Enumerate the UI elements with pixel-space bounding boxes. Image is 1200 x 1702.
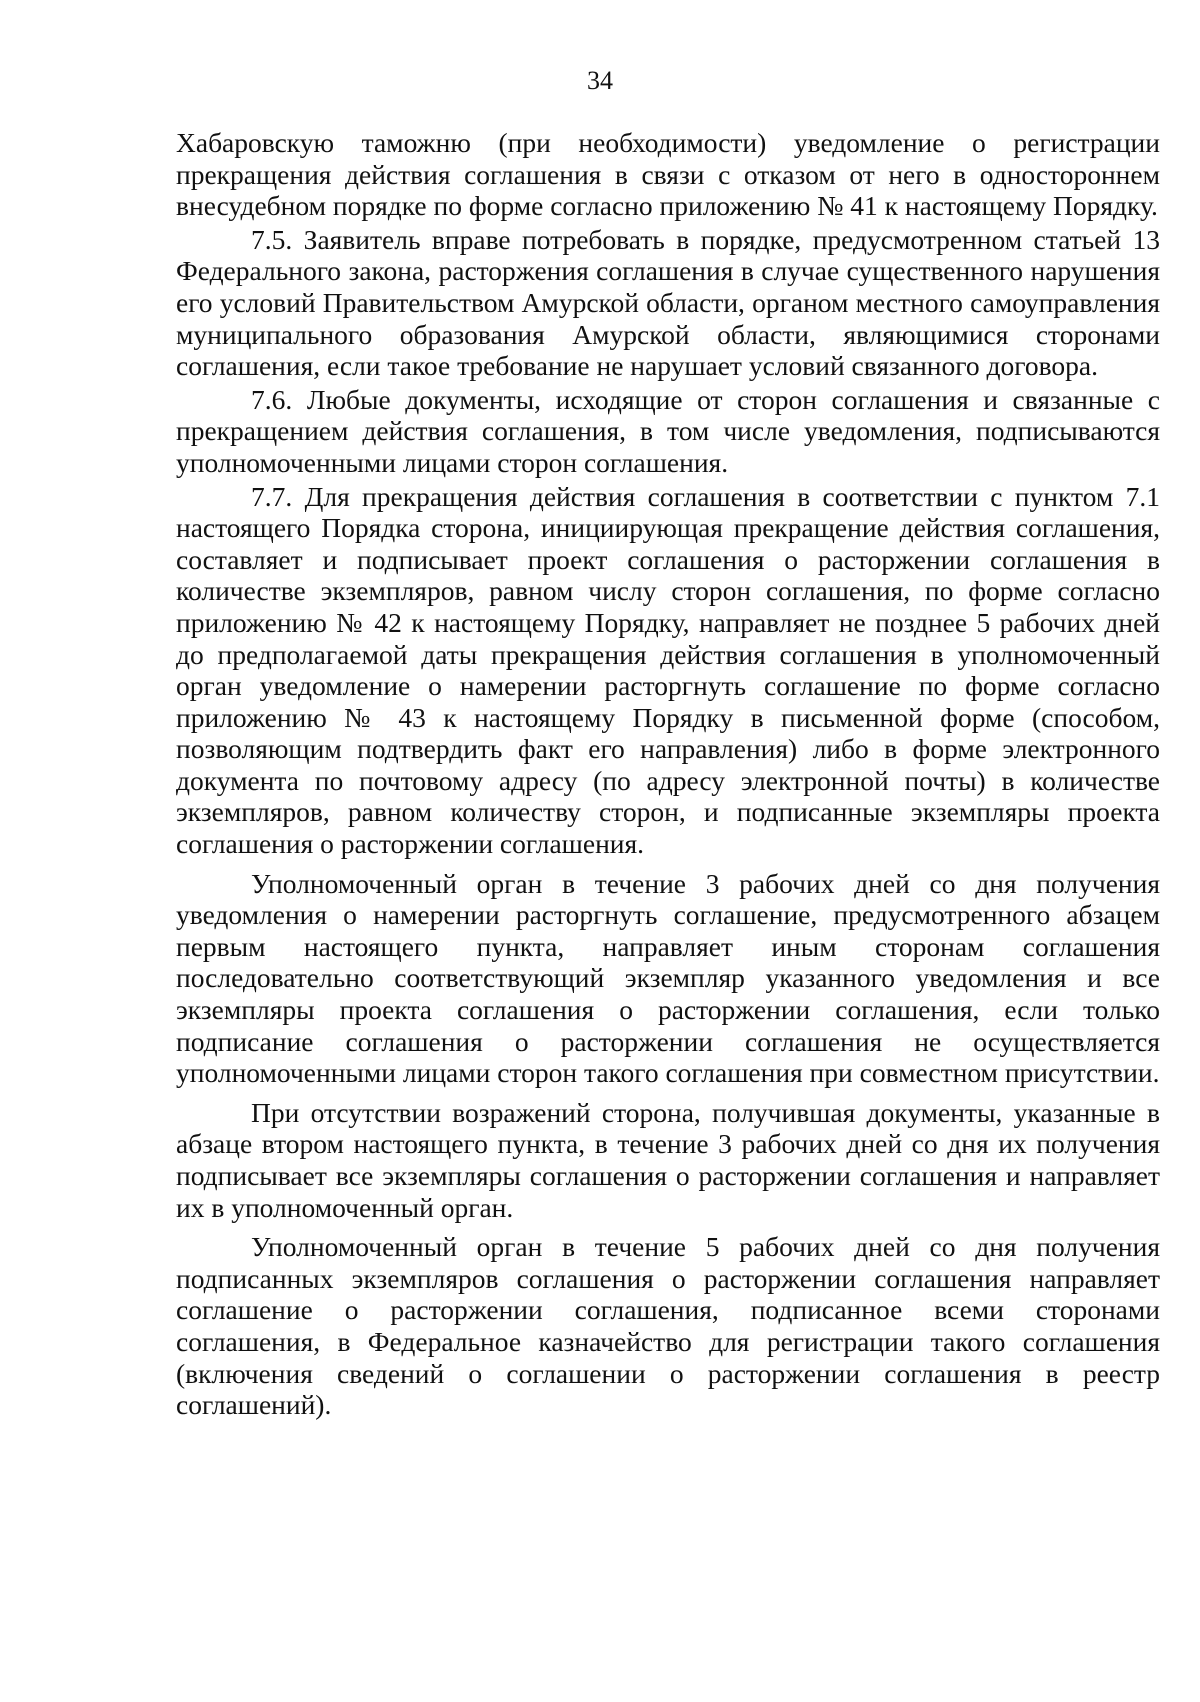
paragraph-7-5: 7.5. Заявитель вправе потребовать в порядке, предусмотренном статьей 13 Федерального закона, расторжения соглашения в случае существенного нарушения его условий Правительством Амурской области, органом местного самоуправления муниципального образования Амурской области, являющимися сторонами соглашения, если такое требование не нарушает условий связанного договора. xyxy=(176,223,1160,382)
paragraph-continuation: Хабаровскую таможню (при необходимости) уведомление о регистрации прекращения действия соглашения в связи с отказом от него в одностороннем внесудебном порядке по форме согласно приложению № 41 к настоящему Порядку. xyxy=(176,127,1160,222)
paragraph-7-7-second: Уполномоченный орган в течение 3 рабочих дней со дня получения уведомления о намерении расторгнуть соглашение, предусмотренного абзацем первым настоящего пункта, направляет иным сторонам соглашения последовательно соответствующий экземпляр указанного уведомления и все экземпляры проекта соглашения о расторжении соглашения, если только подписание соглашения о расторжении соглашения не осуществляется уполномоченными лицами сторон такого соглашения при совместном присутствии. xyxy=(176,867,1160,1089)
document-body xyxy=(176,127,1160,1429)
paragraph-7-7: 7.7. Для прекращения действия соглашения в соответствии с пунктом 7.1 настоящего Порядка сторона, инициирующая прекращение действия соглашения, составляет и подписывает проект соглашения о расторжении соглашения в количестве экземпляров, равном числу сторон соглашения, по форме согласно приложению № 42 к настоящему Порядку, направляет не позднее 5 рабочих дней до предполагаемой даты прекращения действия соглашения в уполномоченный орган уведомление о намерении расторгнуть соглашение по форме согласно приложению № 43 к настоящему Порядку в письменной форме (способом, позволяющим подтвердить факт его направления) либо в форме электронного документа по почтовому адресу (по адресу электронной почты) в количестве экземпляров, равном количеству сторон, и подписанные экземпляры проекта соглашения о расторжении соглашения. xyxy=(176,480,1160,860)
page-number: 34 xyxy=(587,66,613,95)
paragraph-7-7-third: При отсутствии возражений сторона, получившая документы, указанные в абзаце втором настоящего пункта, в течение 3 рабочих дней со дня их получения подписывает все экземпляры соглашения о расторжении соглашения и направляет их в уполномоченный орган. xyxy=(176,1096,1160,1223)
paragraph-7-7-fourth: Уполномоченный орган в течение 5 рабочих дней со дня получения подписанных экземпляров соглашения о расторжении соглашения направляет соглашение о расторжении соглашения, подписанное всеми сторонами соглашения, в Федеральное казначейство для регистрации такого соглашения (включения сведений о соглашении о расторжении соглашения в реестр соглашений). xyxy=(176,1231,1160,1421)
paragraph-7-6: 7.6. Любые документы, исходящие от сторон соглашения и связанные с прекращением действия соглашения, в том числе уведомления, подписываются уполномоченными лицами сторон соглашения. xyxy=(176,383,1160,478)
